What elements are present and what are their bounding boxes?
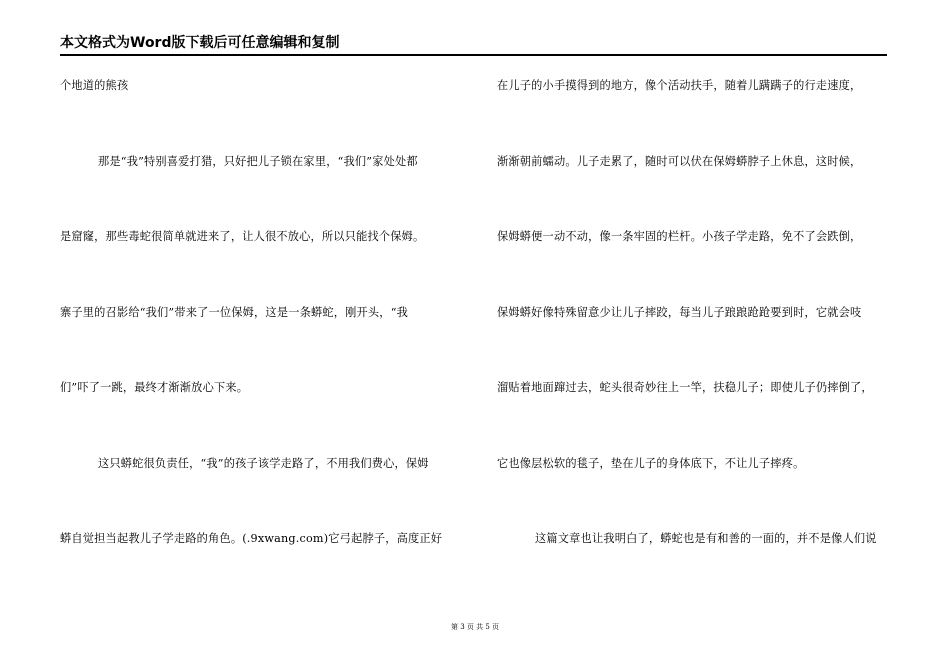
text-line: 们”吓了一跳，最终才渐渐放心下来。 [60,381,249,394]
text-line: 渐渐朝前蠕动。儿子走累了，随时可以伏在保姆蟒脖子上休息，这时候， [497,154,862,168]
text-line: 溜贴着地面蹿过去，蛇头很奇妙往上一竿，扶稳儿子；即使儿子仍摔倒了， [497,381,873,394]
text-line: 那是“我”特别喜爱打猎，只好把儿子锁在家里，“我们”家处处都 [98,154,418,168]
text-line: 蟒自觉担当起教儿子学走路的角色。(.9xwang.com)它弓起脖子，高度正好 [60,532,443,545]
document-header-title: 本文格式为Word版下载后可任意编辑和复制 [60,35,340,51]
text-line: 在儿子的小手摸得到的地方，像个活动扶手，随着儿蹒蹒子的行走速度， [497,79,862,92]
header-divider [60,54,887,56]
text-line: 保姆蟒便一动不动，像一条牢固的栏杆。小孩子学走路，免不了会跌倒， [497,230,862,243]
right-text-column [497,76,892,605]
left-text-column [60,76,455,605]
text-line: 这篇文章也让我明白了，蟒蛇也是有和善的一面的，并不是像人们说 [535,532,877,545]
text-line: 寨子里的召影给“我们”带来了一位保姆，这是一条蟒蛇，刚开头，“我 [60,305,408,319]
text-line: 它也像层松软的毯子，垫在儿子的身体底下，不让儿子摔疼。 [497,456,805,470]
page-number: 第 3 页 共 5 页 [450,623,500,631]
text-line: 个地道的熊孩 [60,79,129,92]
text-line: 保姆蟒好像特殊留意少让儿子摔跤，每当儿子踉踉跄跄要到时，它就会吱 [497,305,862,319]
text-line: 是窟窿，那些毒蛇很简单就进来了，让人很不放心，所以只能找个保姆。 [60,230,425,243]
text-line: 这只蟒蛇很负责任，“我”的孩子该学走路了，不用我们费心，保姆 [98,456,429,470]
